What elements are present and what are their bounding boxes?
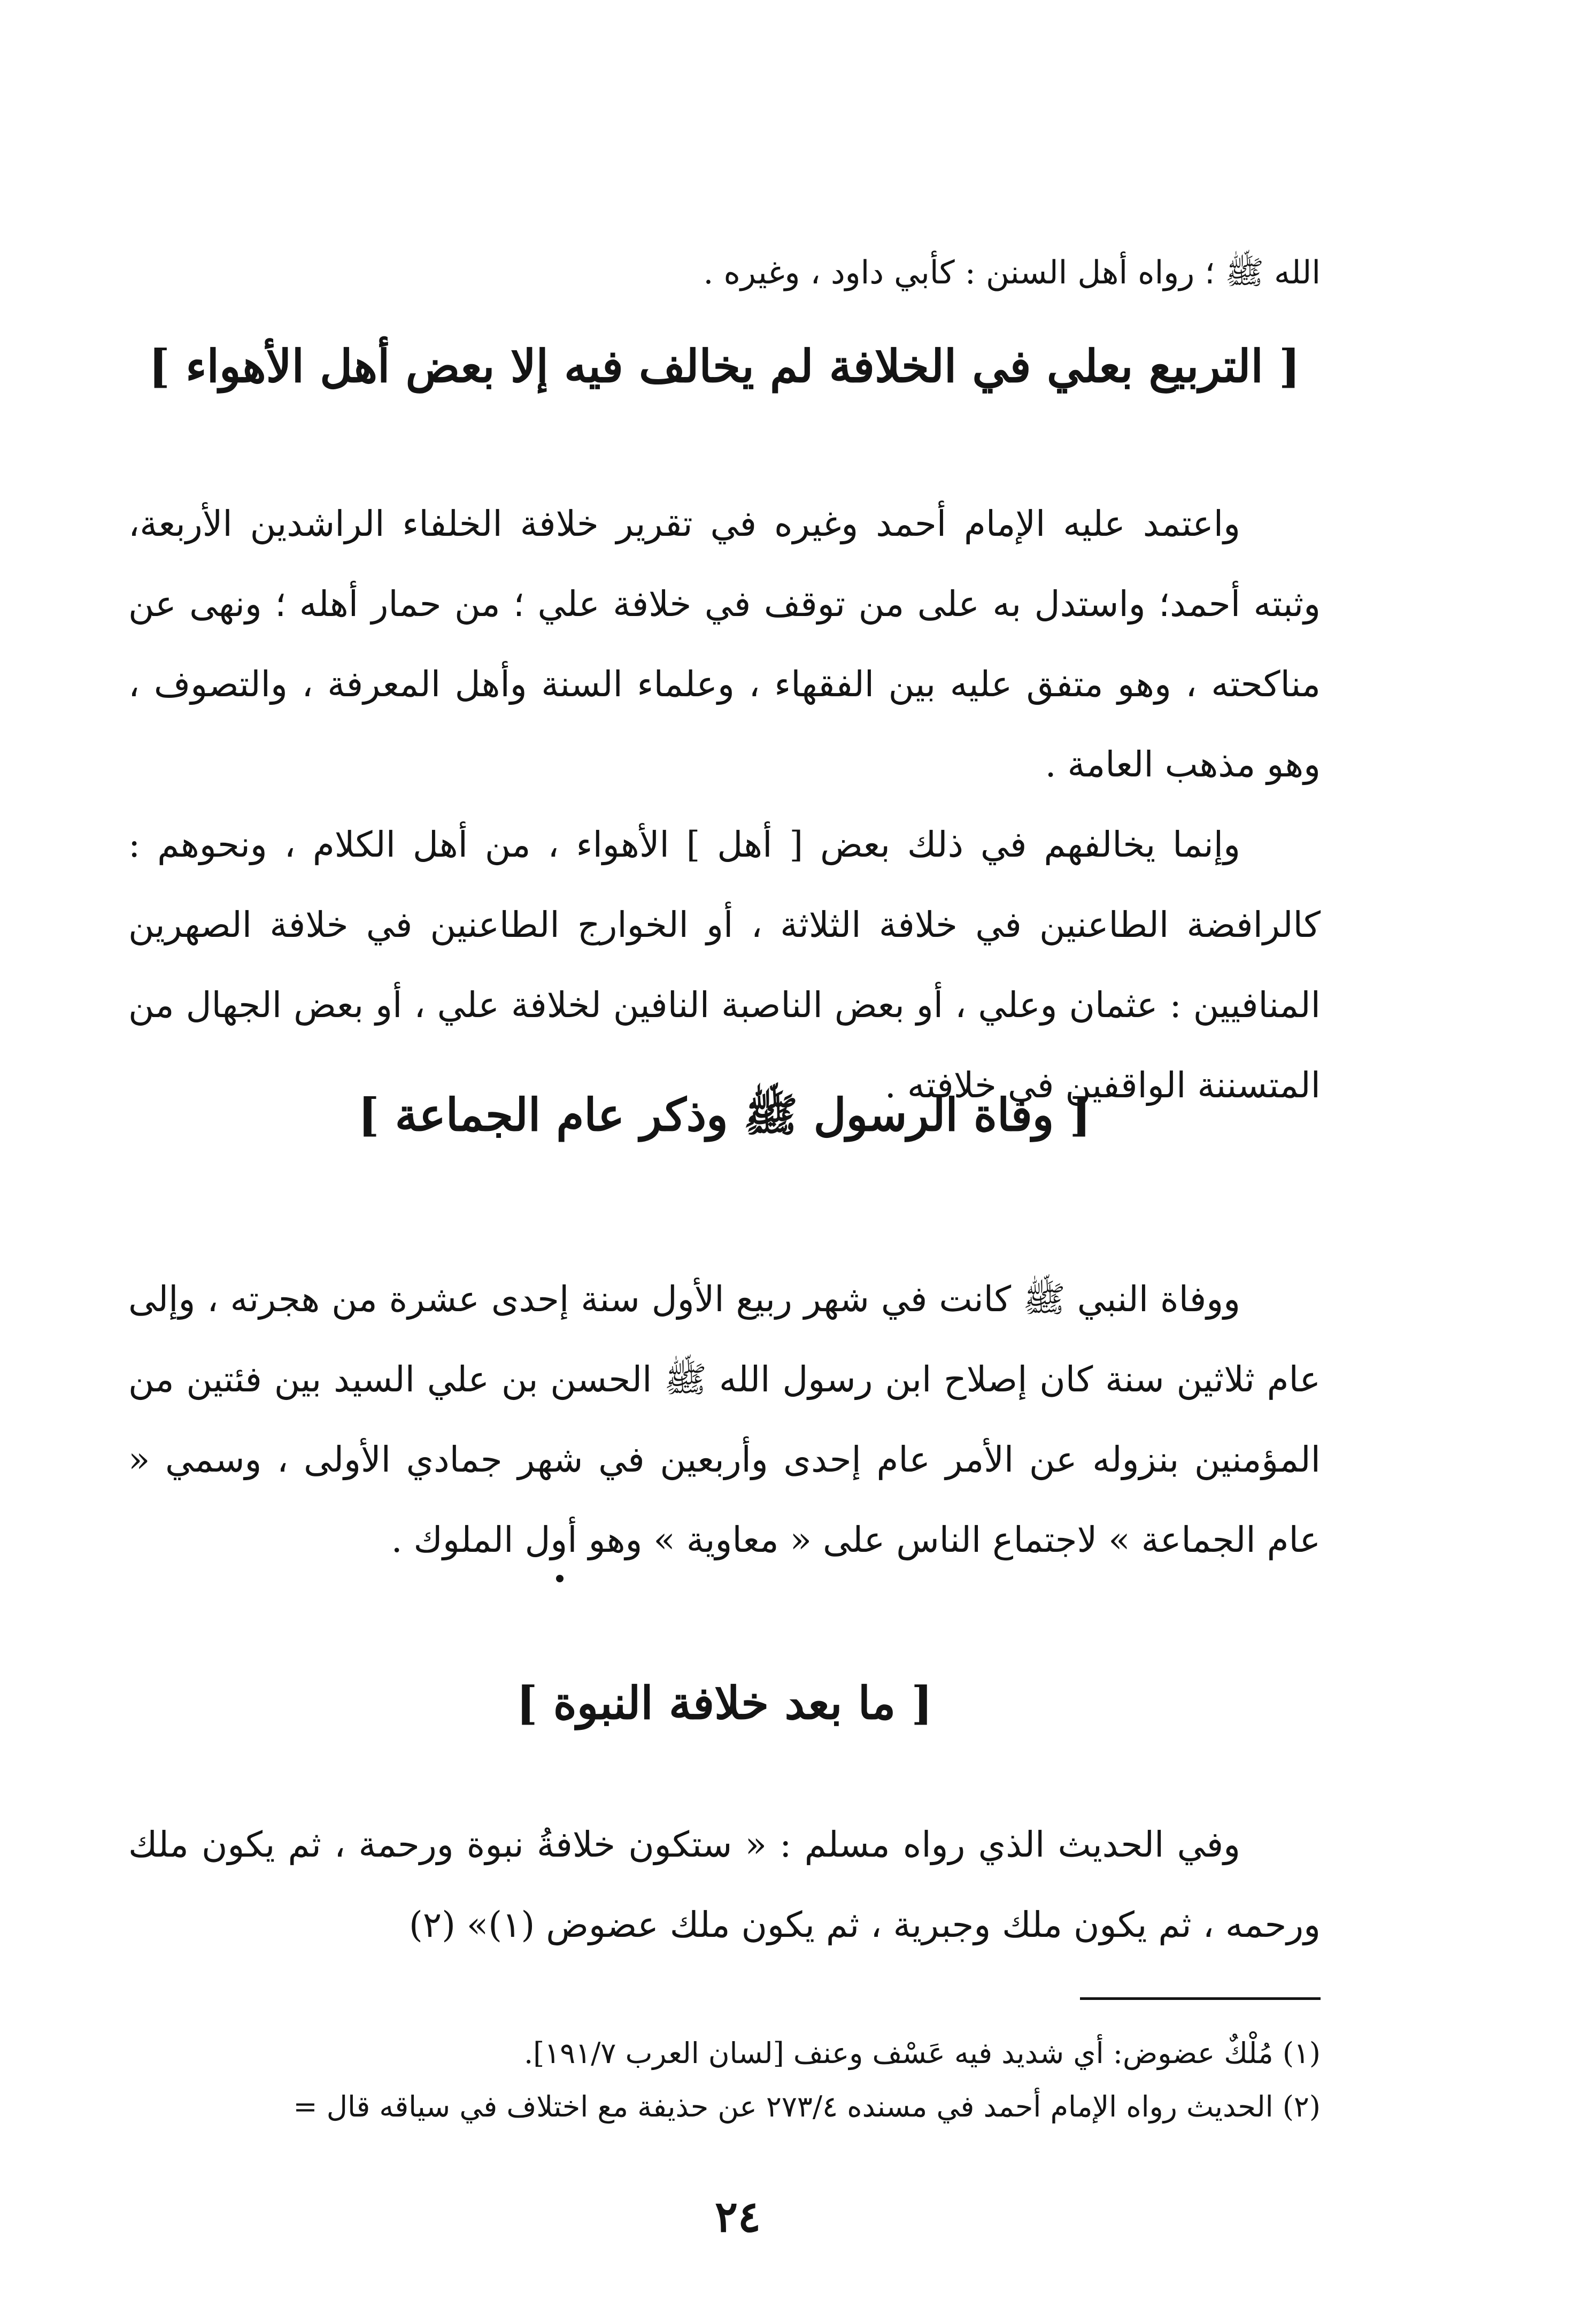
footnote-divider (1080, 1997, 1321, 2000)
paragraph-3: ووفاة النبي ﷺ كانت في شهر ربيع الأول سنة إحدى عشرة من هجرته ، وإلى عام ثلاثين سنة كان إصلاح ابن رسول الله ﷺ الحسن بن علي السيد بين فئتين من المؤمنين بنزوله عن الأمر عام إحدى وأربعين في شهر جمادي الأولى ، وسمي « عام الجماعة » لاجتماع الناس على « معاوية » وهو أول الملوك . (128, 1279, 1321, 1560)
paragraph-2: وإنما يخالفهم في ذلك بعض [ أهل ] الأهواء ، من أهل الكلام ، ونحوهم : كالرافضة الطاعنين في خلافة الثلاثة ، أو الخوارج الطاعنين في خلافة الصهرين المنافيين : عثمان وعلي ، أو بعض الناصبة النافين لخلافة علي ، أو بعض الجهال من المتسننة الواقفين في خلافته . (128, 824, 1321, 1106)
footnote-2: (٢) الحديث رواه الإمام أحمد في مسنده ٢٧٣/٤ عن حذيفة مع اختلاف في سياقه قال = (293, 2090, 1321, 2123)
intro-line: الله ﷺ ؛ رواه أهل السنن : كأبي داود ، وغيره . (703, 254, 1321, 291)
section-heading-2: [ وفاة الرسول ﷺ وذكر عام الجماعة ] (358, 1088, 1091, 1141)
stray-dot-mark (556, 1575, 564, 1582)
paragraph-1: واعتمد عليه الإمام أحمد وغيره في تقرير خلافة الخلفاء الراشدين الأربعة، وثبته أحمد؛ واستدل به على من توقف في خلافة علي ؛ من حمار أهله ؛ ونهى عن مناكحته ، وهو متفق عليه بين الفقهاء ، وعلماء السنة وأهل المعرفة ، والتصوف ، وهو مذهب العامة . (128, 503, 1321, 785)
section-heading-3: [ ما بعد خلافة النبوة ] (516, 1676, 933, 1729)
paragraph-4: وفي الحديث الذي رواه مسلم : « ستكون خلافةُ نبوة ورحمة ، ثم يكون ملك ورحمه ، ثم يكون ملك وجبرية ، ثم يكون ملك عضوض (١)» (٢) (128, 1824, 1321, 1945)
page-number: ٢٤ (715, 2191, 761, 2242)
footnote-1: (١) مُلْكٌ عضوض: أي شديد فيه عَسْف وعنف [لسان العرب ١٩١/٧]. (523, 2036, 1321, 2070)
section-heading-1: [ التربيع بعلي في الخلافة لم يخالف فيه إلا بعض أهل الأهواء ] (149, 340, 1300, 393)
